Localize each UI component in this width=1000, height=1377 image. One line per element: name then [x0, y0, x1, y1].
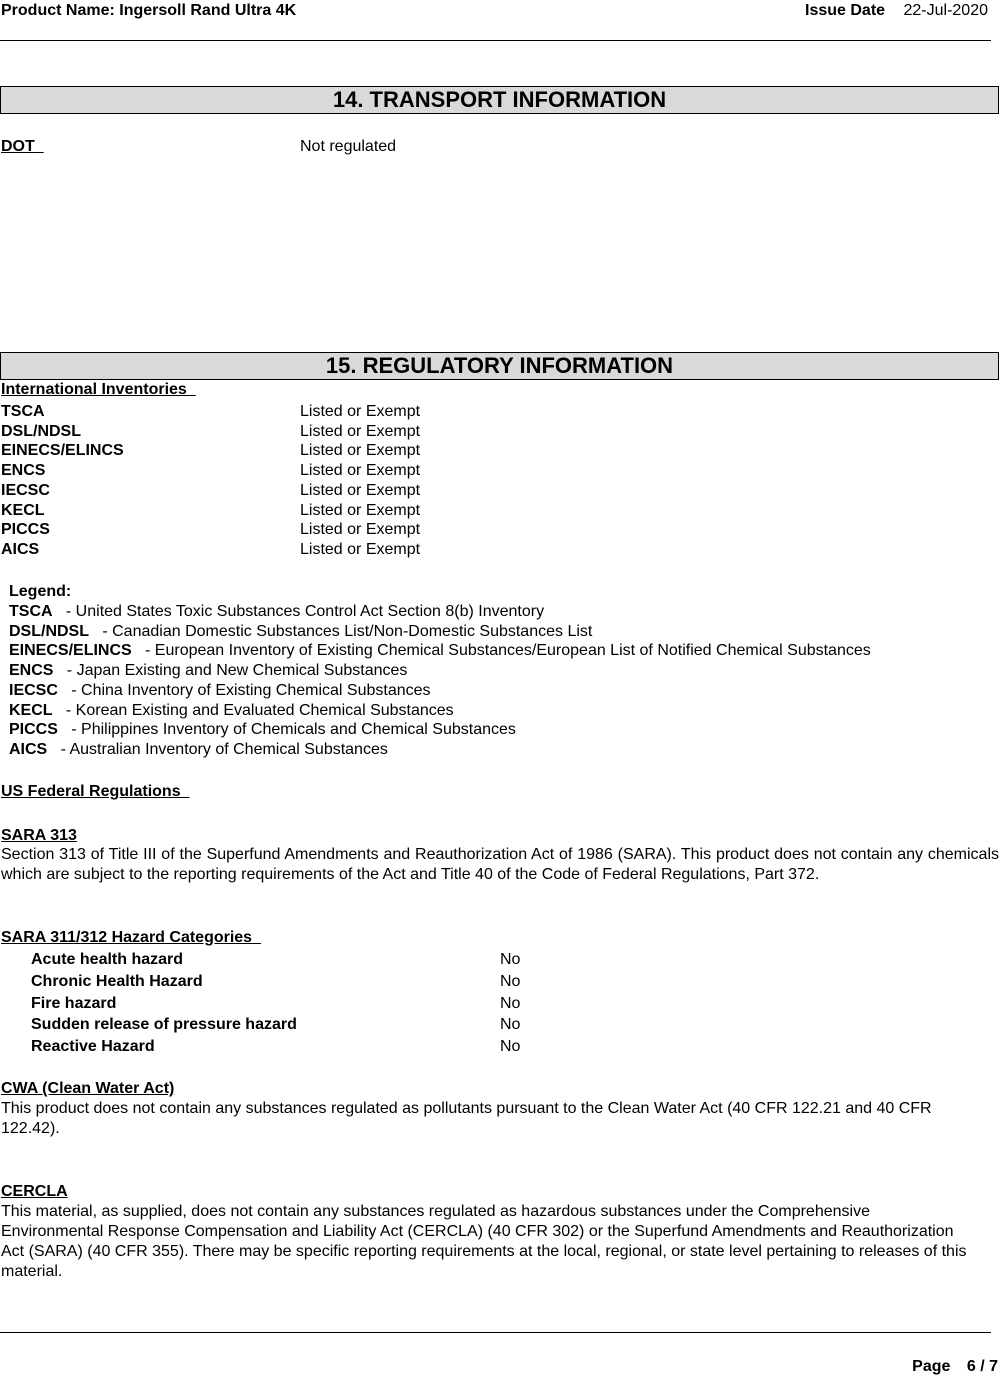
inventory-status: Listed or Exempt — [300, 541, 421, 558]
legend-item — [9, 701, 454, 721]
section-15-title: 15. REGULATORY INFORMATION — [0, 352, 999, 380]
inventory-row — [0, 402, 1000, 422]
page-label: Page — [912, 1358, 951, 1375]
page-number: 6 / 7 — [966, 1358, 998, 1375]
legend-item — [9, 641, 871, 661]
inventory-row — [0, 461, 1000, 481]
legend-abbr: PICCS — [9, 721, 58, 738]
legend-abbr: DSL/NDSL — [9, 623, 89, 640]
legend-desc: - Japan Existing and New Chemical Substances — [66, 662, 408, 679]
inventory-row — [0, 501, 1000, 521]
section-14-title: 14. TRANSPORT INFORMATION — [0, 86, 999, 114]
hazard-value: No — [500, 973, 521, 990]
inventory-status: Listed or Exempt — [300, 462, 421, 479]
inventory-name: TSCA — [1, 403, 45, 420]
page-indicator — [912, 1357, 998, 1377]
hazard-row — [0, 1014, 1000, 1036]
legend-item — [9, 720, 516, 740]
legend-item — [9, 740, 388, 760]
cercla-text: This material, as supplied, does not contain any substances regulated as hazardous substances under the Comprehensive Environmental Response Compensation and Liability Act (CERCLA) (40 CFR 302) or the Superfund Amendments and Reauthorization Act (SARA) (40 CFR 355). There may be specific reporting requirements at the local, regional, or state level pertaining to releases of this material. — [1, 1203, 967, 1280]
legend-abbr: ENCS — [9, 662, 54, 679]
inventory-status: Listed or Exempt — [300, 442, 421, 459]
legend-item — [9, 681, 431, 701]
footer-divider — [0, 1332, 991, 1333]
hazard-name: Sudden release of pressure hazard — [31, 1016, 297, 1033]
hazard-name: Chronic Health Hazard — [31, 973, 203, 990]
inventory-status: Listed or Exempt — [300, 482, 421, 499]
legend-abbr: IECSC — [9, 682, 58, 699]
legend-item — [9, 661, 407, 681]
legend-item — [9, 622, 592, 642]
sara-313-text: Section 313 of Title III of the Superfund Amendments and Reauthorization Act of 1986 (SARA). This product does not contain any chemicals which are subject to the reporting requirements of the Act and Title 40 of the Code of Federal Regulations, Part 372. — [1, 846, 999, 883]
dot-row — [0, 137, 1000, 157]
inventory-row — [0, 481, 1000, 501]
issue-date-header — [805, 1, 988, 21]
inventory-status: Listed or Exempt — [300, 403, 421, 420]
inventory-name: IECSC — [1, 482, 50, 499]
hazard-value: No — [500, 995, 521, 1012]
hazard-row — [0, 993, 1000, 1015]
legend-item — [9, 602, 544, 622]
inventory-row — [0, 540, 1000, 560]
hazard-row — [0, 1036, 1000, 1058]
cwa-heading: CWA (Clean Water Act) — [1, 1080, 175, 1097]
hazard-name: Fire hazard — [31, 995, 117, 1012]
legend-heading: Legend: — [9, 583, 72, 600]
inventory-name: PICCS — [1, 521, 50, 538]
us-federal-heading: US Federal Regulations — [1, 783, 181, 800]
inventory-name: KECL — [1, 502, 45, 519]
hazard-row — [0, 949, 1000, 971]
legend-desc: - European Inventory of Existing Chemical Substances/European List of Notified Chemical Substances — [145, 642, 871, 659]
legend-desc: - Korean Existing and Evaluated Chemical Substances — [65, 702, 454, 719]
sara-313-heading: SARA 313 — [1, 827, 77, 844]
cwa-text: This product does not contain any substances regulated as pollutants pursuant to the Clean Water Act (40 CFR 122.21 and 40 CFR 122.42). — [1, 1100, 932, 1137]
legend-abbr: AICS — [9, 741, 48, 758]
inventory-name: DSL/NDSL — [1, 423, 81, 440]
inventory-row — [0, 441, 1000, 461]
inventory-name: ENCS — [1, 462, 46, 479]
hazard-value: No — [500, 951, 521, 968]
product-name-header — [1, 1, 296, 21]
hazard-row — [0, 971, 1000, 993]
issue-date-value: 22-Jul-2020 — [903, 2, 988, 19]
legend-abbr: EINECS/ELINCS — [9, 642, 132, 659]
legend-desc: - United States Toxic Substances Control Act Section 8(b) Inventory — [65, 603, 545, 620]
inventory-status: Listed or Exempt — [300, 521, 421, 538]
legend-abbr: TSCA — [9, 603, 53, 620]
header-divider — [0, 40, 991, 41]
inventory-status: Listed or Exempt — [300, 423, 421, 440]
product-name-value: Ingersoll Rand Ultra 4K — [119, 2, 297, 19]
issue-date-label: Issue Date — [805, 2, 886, 19]
hazard-value: No — [500, 1038, 521, 1055]
legend-desc: - Philippines Inventory of Chemicals and Chemical Substances — [71, 721, 516, 738]
inventory-name: EINECS/ELINCS — [1, 442, 124, 459]
legend-abbr: KECL — [9, 702, 53, 719]
legend-desc: - Australian Inventory of Chemical Substances — [60, 741, 388, 758]
product-name-label: Product Name: — [1, 2, 115, 19]
hazard-value: No — [500, 1016, 521, 1033]
hazard-name: Reactive Hazard — [31, 1038, 155, 1055]
inventory-status: Listed or Exempt — [300, 502, 421, 519]
international-inventories-heading: International Inventories — [1, 381, 187, 398]
legend-desc: - Canadian Domestic Substances List/Non-Domestic Substances List — [102, 623, 593, 640]
dot-value: Not regulated — [300, 138, 397, 155]
hazard-name: Acute health hazard — [31, 951, 184, 968]
sara-311-312-heading: SARA 311/312 Hazard Categories — [1, 929, 253, 946]
dot-label: DOT — [1, 138, 35, 155]
cercla-heading: CERCLA — [1, 1183, 68, 1200]
inventory-row — [0, 520, 1000, 540]
legend-desc: - China Inventory of Existing Chemical Substances — [71, 682, 431, 699]
inventory-name: AICS — [1, 541, 40, 558]
inventory-row — [0, 422, 1000, 442]
